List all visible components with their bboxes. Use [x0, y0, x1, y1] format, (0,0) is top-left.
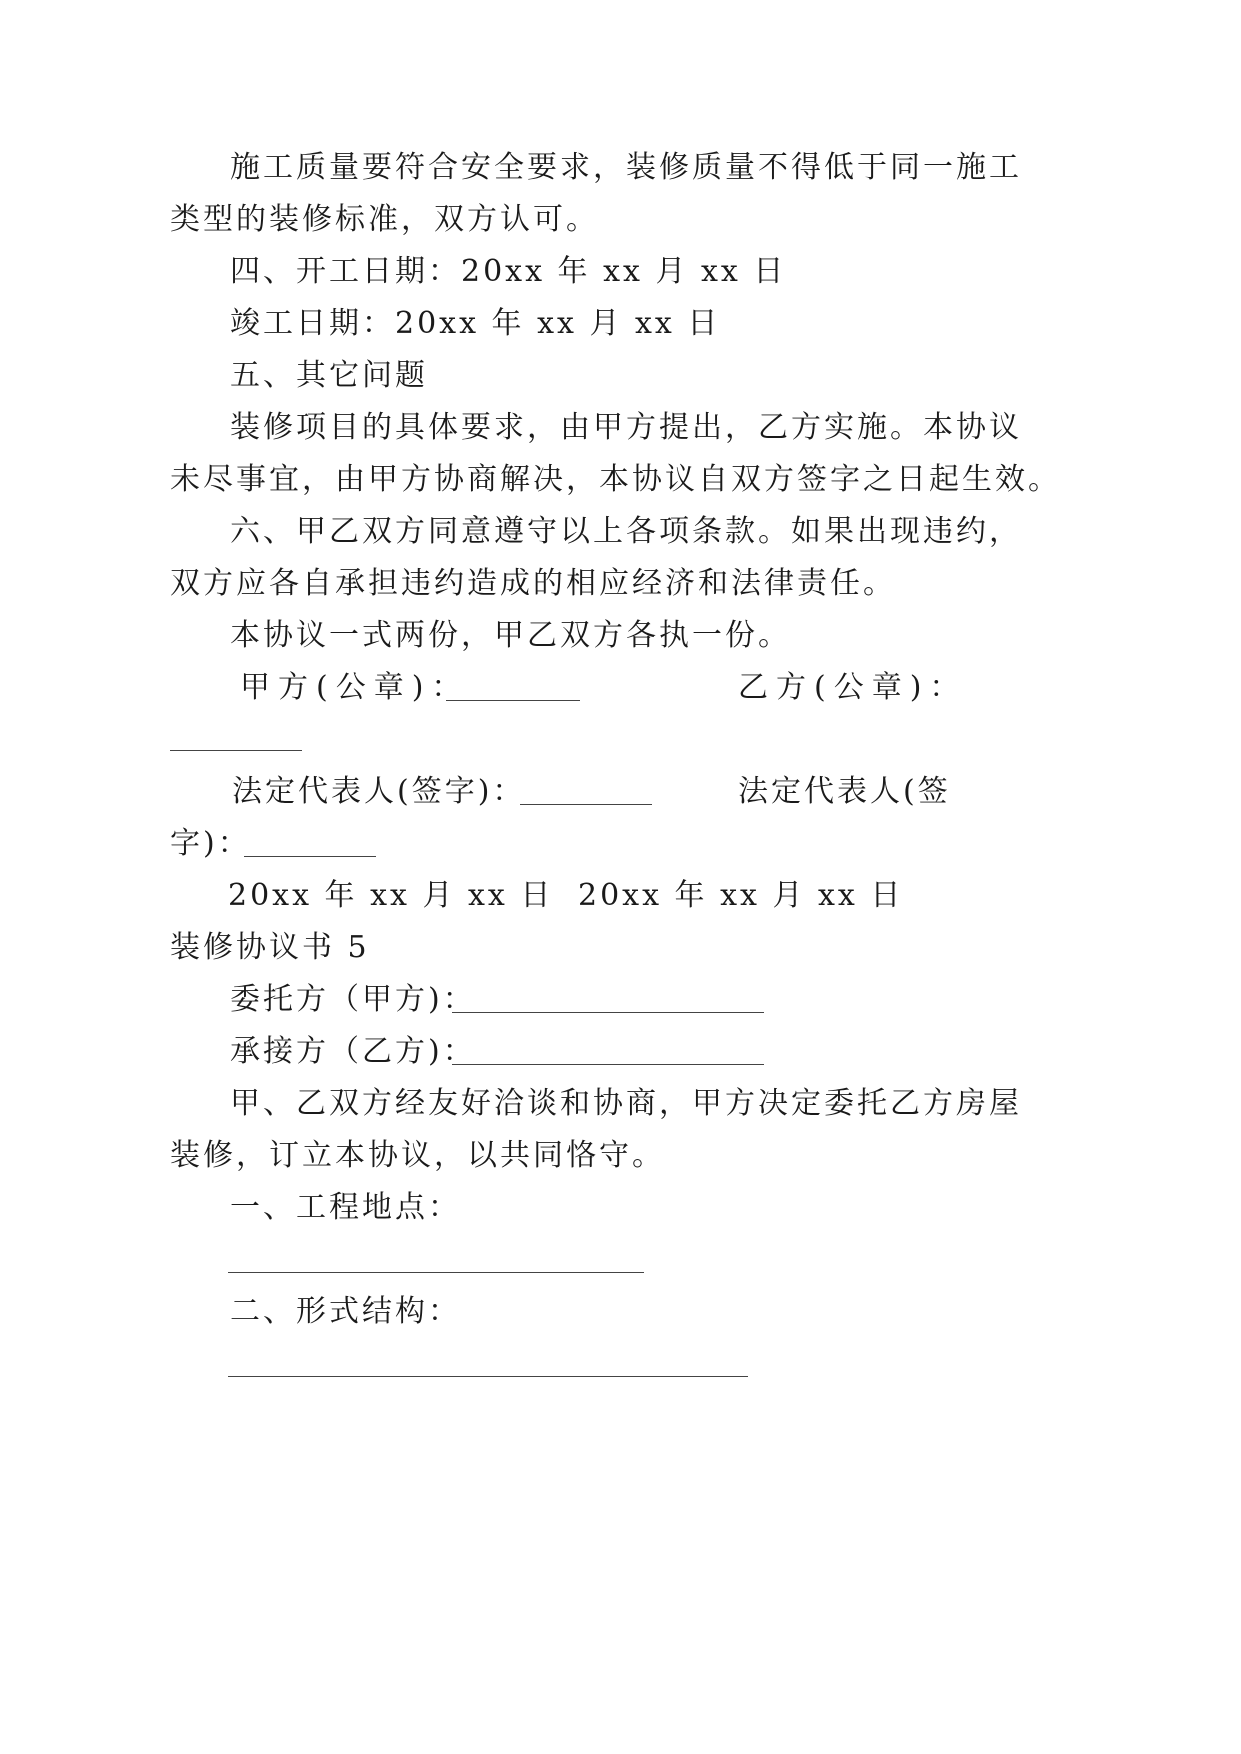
date-a: 20xx 年 xx 月 xx 日 [228, 878, 554, 913]
paragraph-line: 甲、乙双方经友好洽谈和协商，甲方决定委托乙方房屋 [230, 1086, 1022, 1121]
party-a-seal-label: 甲方(公章)： [240, 670, 470, 705]
rep-a-signature-blank [520, 804, 652, 805]
paragraph-line: 装修，订立本协议，以共同恪守。 [170, 1138, 665, 1173]
entrust-party-label: 委托方（甲方)： [230, 982, 476, 1017]
contractor-party-label: 承接方（乙方)： [230, 1034, 476, 1069]
rep-b-signature-blank [244, 856, 376, 857]
party-a-seal-blank [446, 700, 580, 701]
item-structure-form: 二、形式结构： [230, 1294, 461, 1329]
paragraph-line: 类型的装修标准，双方认可。 [170, 202, 599, 237]
section-heading: 五、其它问题 [230, 358, 428, 393]
start-date-line: 四、开工日期：20xx 年 xx 月 xx 日 [230, 254, 787, 289]
rep-a-label: 法定代表人(签字)： [232, 774, 526, 809]
party-b-seal-blank [170, 750, 302, 751]
paragraph-line: 本协议一式两份，甲乙双方各执一份。 [230, 618, 791, 653]
paragraph-line: 双方应各自承担违约造成的相应经济和法律责任。 [170, 566, 896, 601]
paragraph-line: 六、甲乙双方同意遵守以上各项条款。如果出现违约， [230, 514, 1022, 549]
date-b: 20xx 年 xx 月 xx 日 [578, 878, 904, 913]
item-project-location: 一、工程地点： [230, 1190, 461, 1225]
project-location-blank [228, 1272, 644, 1273]
paragraph-line: 未尽事宜，由甲方协商解决，本协议自双方签字之日起生效。 [170, 462, 1061, 497]
entrust-party-blank [452, 1012, 764, 1013]
rep-b-label: 法定代表人(签 [738, 774, 951, 809]
contractor-party-blank [452, 1064, 764, 1065]
paragraph-line: 施工质量要符合安全要求，装修质量不得低于同一施工 [230, 150, 1022, 185]
structure-form-blank [228, 1376, 748, 1377]
section-title: 装修协议书 5 [170, 930, 370, 965]
party-b-seal-label: 乙方(公章)： [738, 670, 968, 705]
rep-b-label-cont: 字)： [170, 826, 251, 861]
paragraph-line: 装修项目的具体要求，由甲方提出，乙方实施。本协议 [230, 410, 1022, 445]
completion-date-line: 竣工日期：20xx 年 xx 月 xx 日 [230, 306, 721, 341]
